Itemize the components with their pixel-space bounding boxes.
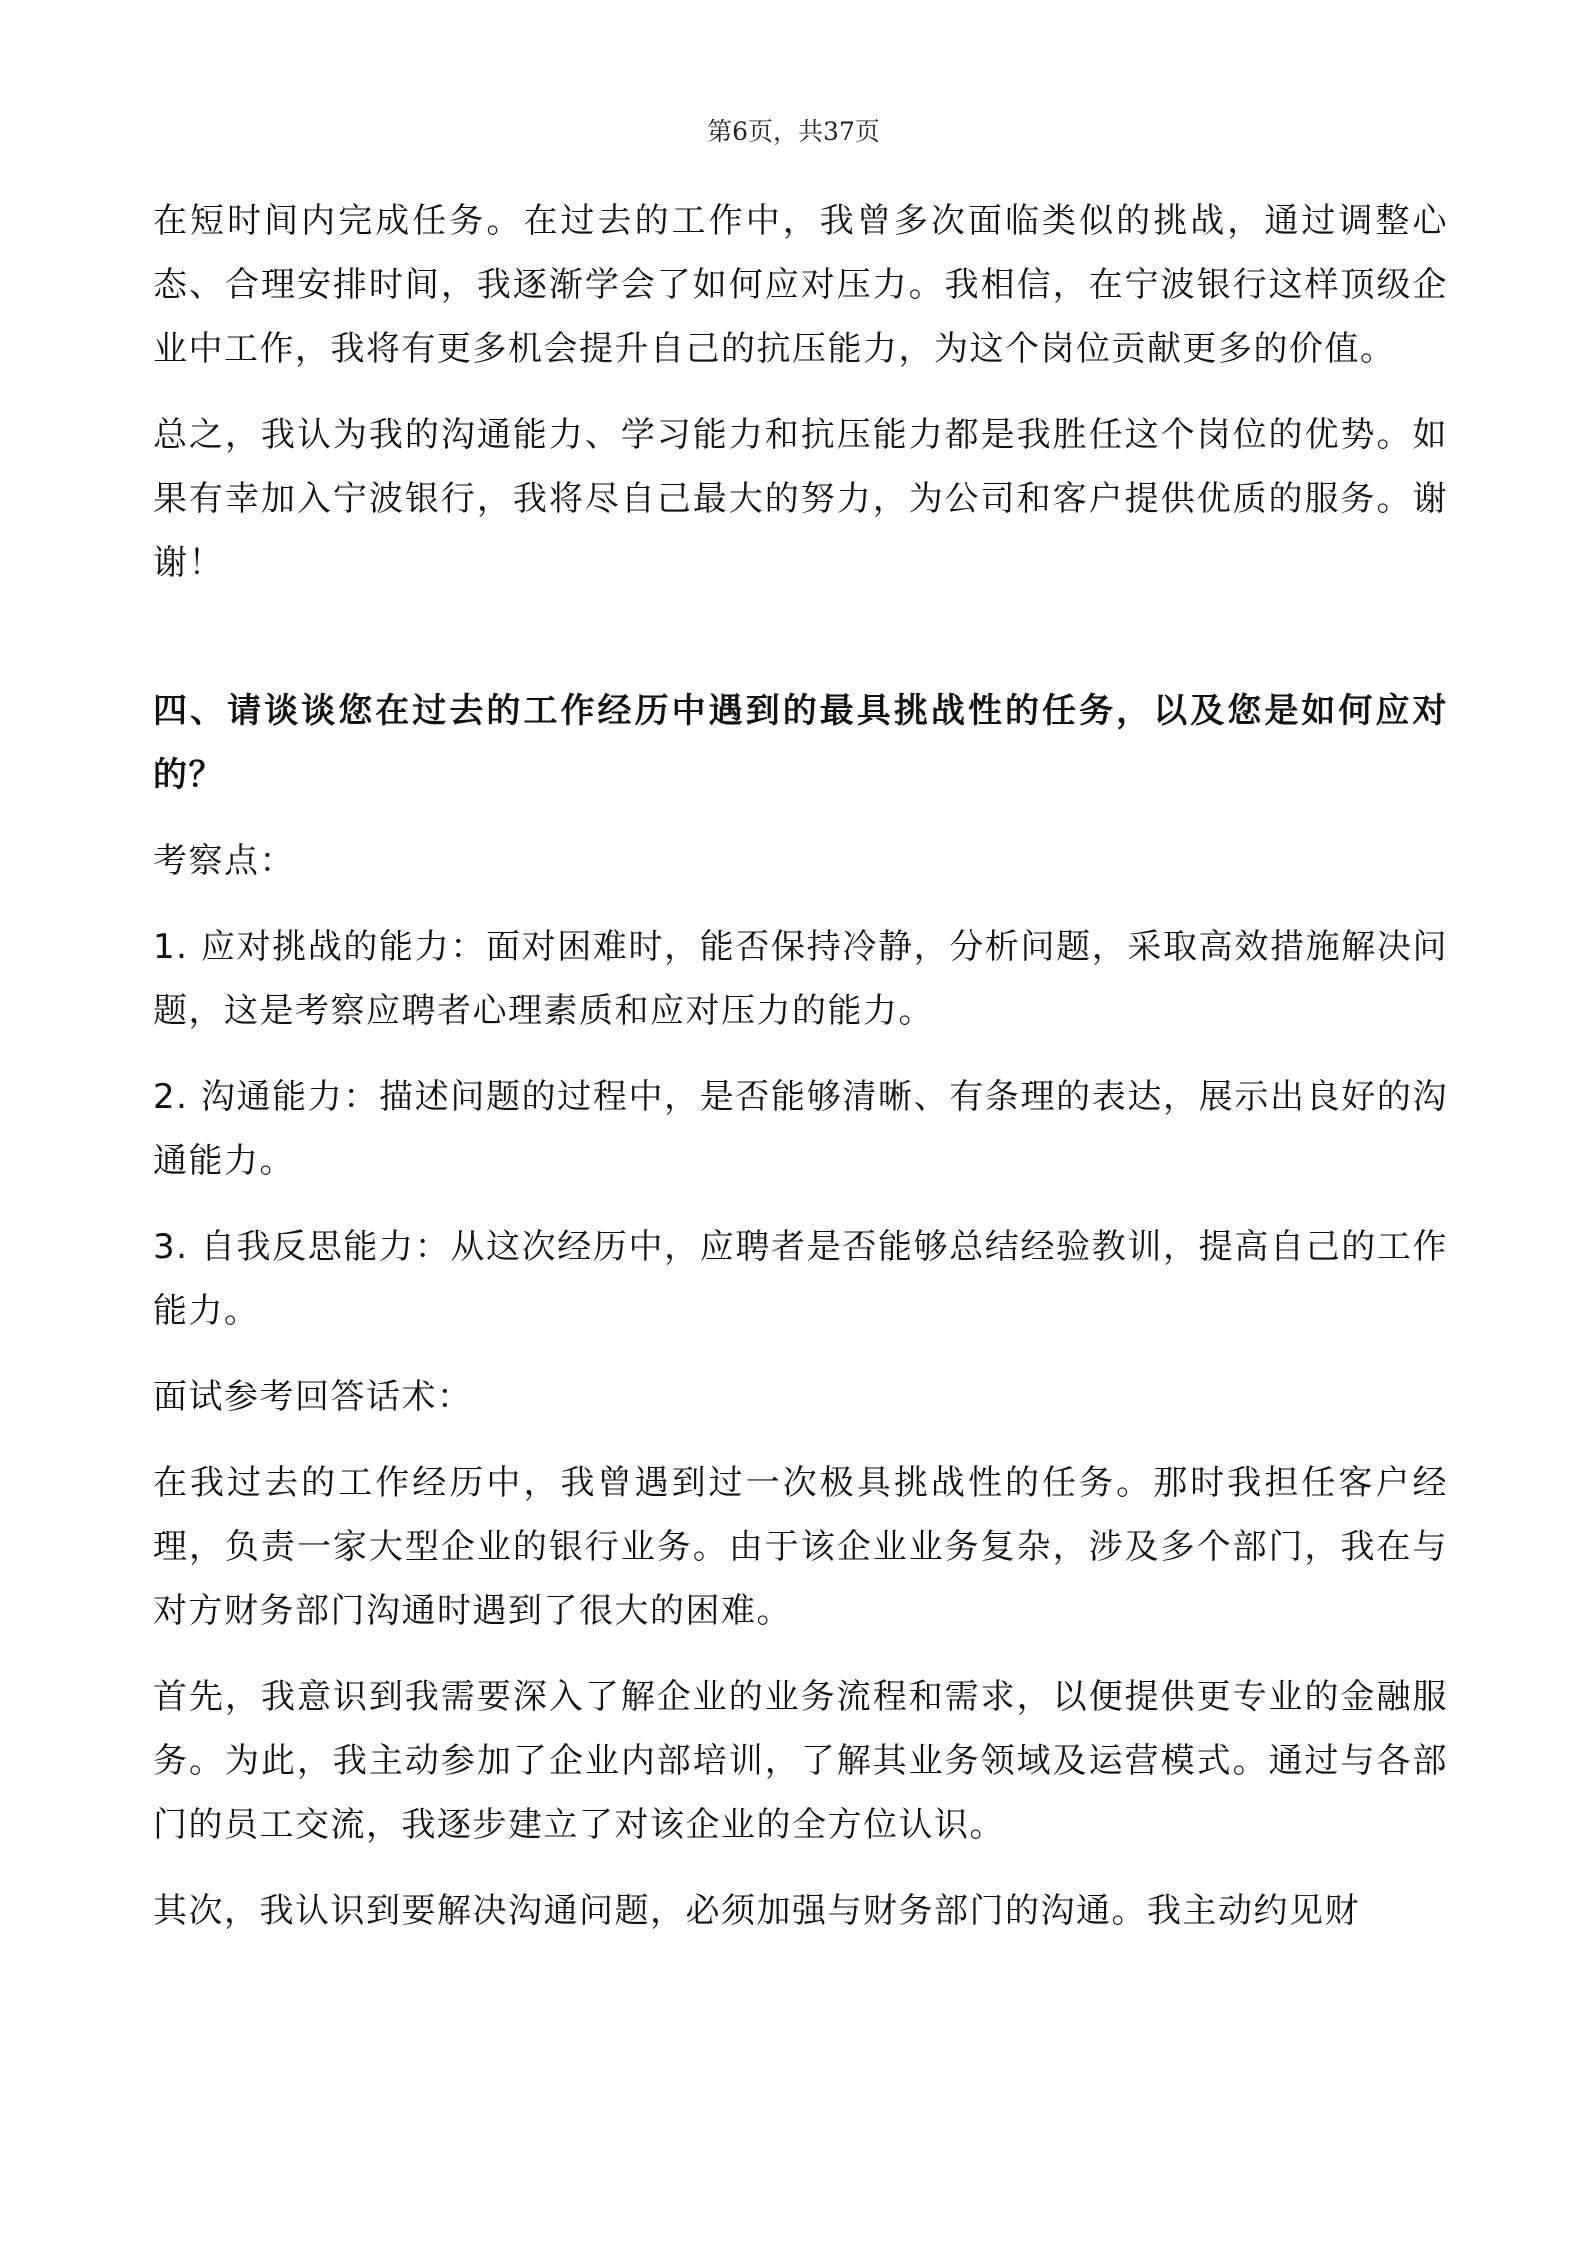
document-body [153,189,1448,1965]
body-paragraph: 总之，我认为我的沟通能力、学习能力和抗压能力都是我胜任这个岗位的优势。如果有幸加入宁波银行，我将尽自己最大的努力，为公司和客户提供优质的服务。谢谢！ [153,415,1448,583]
answer-paragraph: 其次，我认识到要解决沟通问题，必须加强与财务部门的沟通。我主动约见财 [153,1891,1360,1931]
page-number: 第6页，共37页 [707,117,880,146]
section-heading: 四、请谈谈您在过去的工作经历中遇到的最具挑战性的任务，以及您是如何应对的？ [153,691,1448,795]
assessment-point: 2. 沟通能力：描述问题的过程中，是否能够清晰、有条理的表达，展示出良好的沟通能力。 [153,1077,1448,1181]
assessment-point: 3. 自我反思能力：从这次经历中，应聘者是否能够总结经验教训，提高自己的工作能力。 [153,1227,1448,1331]
assessment-label: 考察点： [153,841,295,881]
answer-label: 面试参考回答话术： [153,1377,473,1417]
assessment-point: 1. 应对挑战的能力：面对困难时，能否保持冷静，分析问题，采取高效措施解决问题，这是考察应聘者心理素质和应对压力的能力。 [153,927,1448,1031]
body-paragraph: 在短时间内完成任务。在过去的工作中，我曾多次面临类似的挑战，通过调整心态、合理安排时间，我逐渐学会了如何应对压力。我相信，在宁波银行这样顶级企业中工作，我将有更多机会提升自己的抗压能力，为这个岗位贡献更多的价值。 [153,201,1448,369]
answer-paragraph: 首先，我意识到我需要深入了解企业的业务流程和需求，以便提供更专业的金融服务。为此，我主动参加了企业内部培训，了解其业务领域及运营模式。通过与各部门的员工交流，我逐步建立了对该企业的全方位认识。 [153,1677,1448,1845]
answer-paragraph: 在我过去的工作经历中，我曾遇到过一次极具挑战性的任务。那时我担任客户经理，负责一家大型企业的银行业务。由于该企业业务复杂，涉及多个部门，我在与对方财务部门沟通时遇到了很大的困难。 [153,1463,1448,1631]
section-spacer [153,617,1448,679]
